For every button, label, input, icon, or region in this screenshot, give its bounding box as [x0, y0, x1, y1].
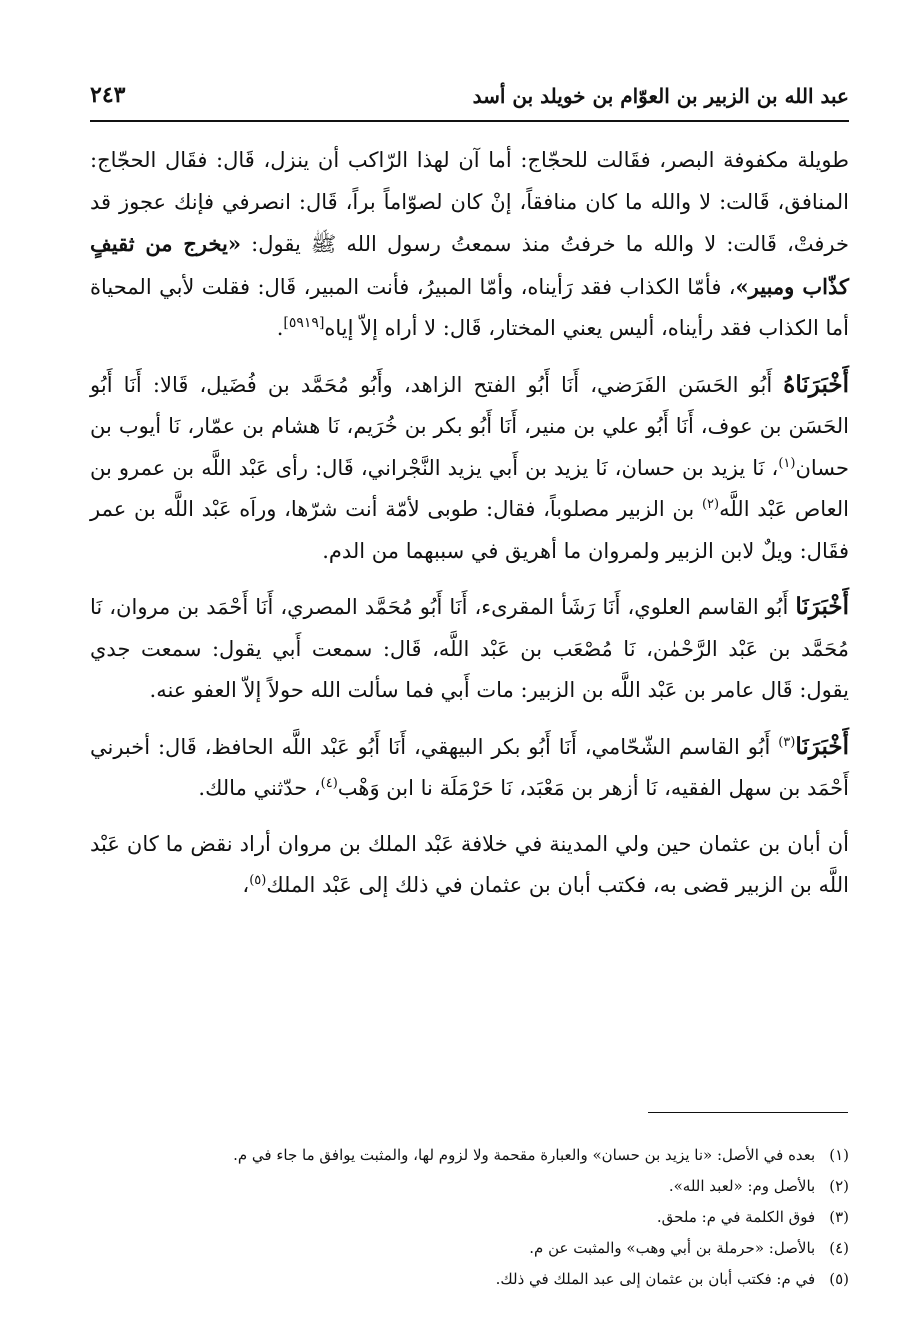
footnote-number: (١): [829, 1146, 849, 1164]
hadith-quote: «يخرج من ثقيفٍ كذّاب ومبير»: [90, 231, 849, 299]
text-run: ، فأمّا الكذاب فقد رَأيناه، وأمّا المبيرُ، فأنت المبير، قَال: فقلت لأبي المحياة أما الكذاب فقد رأيناه، أليس يعني المختار، قَال: لا أراه إلاّ إياه: [90, 274, 849, 340]
paragraph: [90, 726, 849, 810]
text-run: طويلة مكفوفة البصر، فقَالت للحجّاج: أما آن لهذا الرّاكب أن ينزل، قَال: فقَال الحجّاج: المنافق، قَالت: لا والله ما كان منافقاً، إنْ كان لصوّاماً براً، قَال: انصرفي فإنك عجوز قد خرفتْ، قَالت: لا والله ما خرفتُ منذ سمعتُ رسول الله ﷺ يقول:: [90, 148, 849, 256]
text-run: ، حدّثني مالك.: [198, 776, 321, 800]
footnote-text: في م: فكتب أبان بن عثمان إلى عبد الملك في ذلك.: [495, 1270, 816, 1288]
footnote-number: (٢): [829, 1177, 849, 1195]
footnote-number: (٥): [829, 1270, 849, 1288]
footnote-text: بالأصل: «حرملة بن أبي وهب» والمثبت عن م.: [529, 1239, 816, 1257]
footnote-item: [120, 1202, 849, 1233]
footnote-text: بعده في الأصل: «نا يزيد بن حسان» والعبارة مقحمة ولا لزوم لها، والمثبت يوافق ما جاء في م.: [233, 1146, 816, 1164]
footnote-marker: (٢): [701, 497, 720, 512]
paragraph: [90, 364, 849, 573]
footnote-marker: (٣): [778, 734, 796, 750]
footnote-text: فوق الكلمة في م: ملحق.: [656, 1208, 816, 1226]
footnotes: [120, 1140, 849, 1295]
page-header: [90, 78, 849, 122]
footnote-number: (٤): [829, 1239, 849, 1257]
isnad-lead-word: أَخْبَرَنَا: [795, 732, 849, 760]
footnote-item: [120, 1233, 849, 1264]
text-run: .: [276, 316, 284, 340]
text-run: بن الزبير مصلوباً، فقال: طوبى لأمّة أنت شرّها، وراَه عَبْد اللَّه بن عمر فقَال: ويلٌ لابن الزبير ولمروان ما أهريق في سببهما من الدم.: [90, 497, 849, 563]
text-run: أَبُو الحَسَن الفَرَضي، أَنَا أَبُو الفتح الزاهد، وأَبُو مُحَمَّد بن فُضَيل، قَالا: أَنَا أَبُو الحَسَن بن عوف، أَنَا أَبُو علي بن منير، أَنَا أَبُو بكر بن خُرَيم، نَا هشام بن عمّار، نَا أيوب بن حسان: [90, 372, 849, 480]
paragraph: [90, 586, 849, 712]
text-run: ، نَا يزيد بن حسان، نَا يزيد بن أَبي يزيد النَّجْراني، قَال: رأى عَبْد اللَّه بن عمرو بن العاص عَبْد اللَّه: [90, 455, 849, 521]
footnote-item: [120, 1171, 849, 1202]
isnad-lead-word: أَخْبَرَنَا: [795, 593, 849, 620]
running-title: عبد الله بن الزبير بن العوّام بن خويلد بن أسد: [472, 84, 849, 108]
footnote-item: [120, 1264, 849, 1295]
page-number: ٢٤٣: [90, 82, 126, 108]
text-run: أن أبان بن عثمان حين ولي المدينة في خلافة عَبْد الملك بن مروان أراد نقض ما كان عَبْد اللَّه بن الزبير قضى به، فكتب أبان بن عثمان في ذلك إلى عَبْد الملك: [90, 831, 849, 897]
footnote-separator: [648, 1112, 848, 1113]
footnote-marker: (٤): [320, 776, 338, 791]
isnad-lead-word: أَخْبَرَنَاهُ: [783, 370, 849, 398]
footnote-marker: (١): [778, 455, 796, 471]
text-run: أَبُو القاسم العلوي، أَنَا رَشَأ المقرىء، أَنَا أَبُو مُحَمَّد المصري، أَنَا أَحْمَد بن مروان، نَا مُحَمَّد بن عَبْد الرَّحْمٰن، نَا مُصْعَب بن عَبْد اللَّه، قَال: سمعت أَبي يقول: سمعت جدي يقول: قَال عامر بن عَبْد اللَّه بن الزبير: مات أَبي فما سألت الله حولاً إلاّ العفو عنه.: [90, 595, 849, 702]
paragraph: [90, 140, 849, 350]
footnote-item: [120, 1140, 849, 1171]
paragraph: [90, 824, 849, 907]
text-run: ،: [242, 873, 250, 897]
footnote-text: بالأصل وم: «لعبد الله».: [668, 1177, 816, 1195]
footnote-marker: (٥): [249, 873, 267, 888]
footnote-number: (٣): [829, 1208, 849, 1226]
text-run: أَبُو القاسم الشّحّامي، أَنَا أَبُو بكر البيهقي، أَنَا أَبُو عَبْد اللَّه الحافظ، قَال: أخبرني أَحْمَد بن سهل الفقيه، نَا أزهر بن مَعْبَد، نَا حَرْمَلَة نا ابن وَهْب: [90, 734, 849, 800]
reference-number: [٥٩١٩]: [283, 315, 325, 331]
main-text: [90, 140, 849, 907]
